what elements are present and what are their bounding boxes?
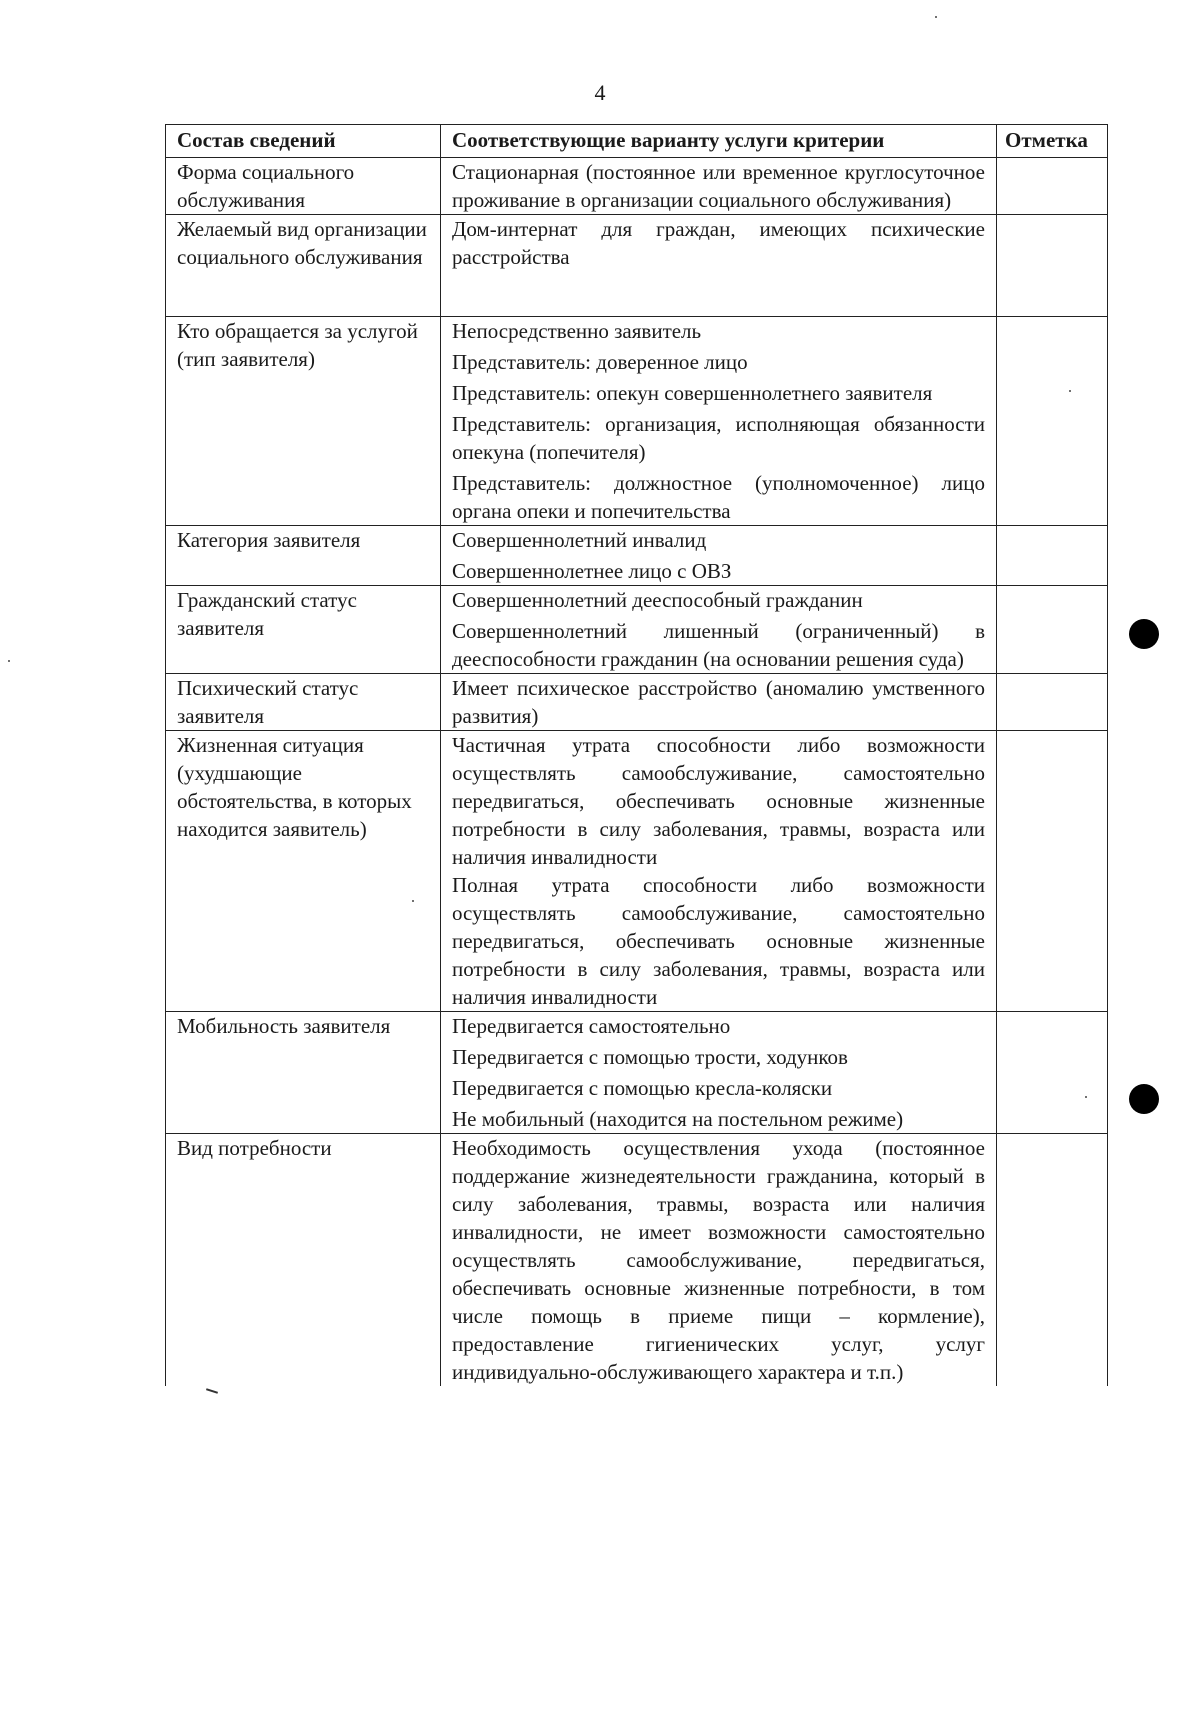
scan-speck [8, 660, 10, 662]
table-row [166, 317, 1108, 526]
table-row [166, 1134, 1108, 1387]
criterion-option: Дом-интернат для граждан, имеющих психические расстройства [452, 217, 985, 269]
row-criteria [441, 317, 997, 526]
criterion-option: Представитель: доверенное лицо [452, 350, 748, 374]
row-label: Категория заявителя [166, 526, 441, 586]
criterion-option: Передвигается с помощью кресла-коляски [452, 1076, 833, 1100]
table-row [166, 731, 1108, 1012]
punch-hole-upper [1129, 619, 1159, 649]
scan-speck [1085, 1096, 1087, 1098]
mark-cell[interactable] [997, 586, 1108, 674]
criterion-option: Передвигается с помощью трости, ходунков [452, 1045, 848, 1069]
criterion-option: Представитель: должностное (уполномоченное) лицо органа опеки и попечительства [452, 471, 985, 523]
criteria-table [165, 124, 1108, 1386]
mark-cell[interactable] [997, 1012, 1108, 1134]
punch-hole-lower [1129, 1084, 1159, 1114]
criterion-option: Представитель: опекун совершеннолетнего заявителя [452, 381, 933, 405]
mark-cell[interactable] [997, 317, 1108, 526]
table-row [166, 158, 1108, 215]
row-criteria [441, 731, 997, 1012]
table-row [166, 215, 1108, 317]
row-label: Жизненная ситуация (ухудшающие обстоятельства, в которых находится заявитель) [166, 731, 441, 1012]
criterion-option: Совершеннолетний лишенный (ограниченный) в дееспособности гражданин (на основании решения суда) [452, 619, 985, 671]
criterion-option: Совершеннолетний дееспособный гражданин [452, 588, 863, 612]
row-label: Мобильность заявителя [166, 1012, 441, 1134]
scan-speck [935, 16, 937, 18]
header-info-composition: Состав сведений [166, 125, 441, 158]
row-criteria [441, 526, 997, 586]
row-criteria [441, 1134, 997, 1387]
table-row [166, 586, 1108, 674]
criterion-option: Совершеннолетний инвалид [452, 528, 707, 552]
row-label: Желаемый вид организации социального обслуживания [166, 215, 441, 317]
row-label: Кто обращается за услугой (тип заявителя) [166, 317, 441, 526]
table-row [166, 674, 1108, 731]
mark-cell[interactable] [997, 731, 1108, 1012]
mark-cell[interactable] [997, 674, 1108, 731]
criterion-option: Не мобильный (находится на постельном режиме) [452, 1107, 904, 1131]
criterion-option: Стационарная (постоянное или временное круглосуточное проживание в организации социального обслуживания) [452, 160, 985, 212]
scan-speck [412, 900, 414, 902]
mark-cell[interactable] [997, 215, 1108, 317]
criterion-option: Необходимость осуществления ухода (постоянное поддержание жизнедеятельности гражданина, который в силу заболевания, травмы, возраста или наличия инвалидности, не имеет возможности самостоятельно осуществлять самообслуживание, передвигаться, обеспечивать основные жизненные потребности, в том числе помощь в приеме пищи – кормление), предоставление гигиенических услуг, услуг индивидуально-обслуживающего характера и т.п.) [452, 1136, 985, 1384]
criterion-option: Имеет психическое расстройство (аномалию умственного развития) [452, 676, 985, 728]
criterion-option: Представитель: организация, исполняющая обязанности опекуна (попечителя) [452, 412, 985, 464]
criterion-option: Непосредственно заявитель [452, 319, 702, 343]
scan-mark [206, 1388, 218, 1394]
scan-speck [1069, 390, 1071, 392]
criterion-option: Совершеннолетнее лицо с ОВЗ [452, 559, 732, 583]
row-criteria [441, 586, 997, 674]
row-criteria [441, 674, 997, 731]
header-criteria: Соответствующие варианту услуги критерии [441, 125, 997, 158]
mark-cell[interactable] [997, 526, 1108, 586]
mark-cell[interactable] [997, 1134, 1108, 1387]
row-label: Гражданский статус заявителя [166, 586, 441, 674]
mark-cell[interactable] [997, 158, 1108, 215]
row-criteria [441, 215, 997, 317]
criterion-option: Полная утрата способности либо возможности осуществлять самообслуживание, самостоятельно передвигаться, обеспечивать основные жизненные потребности в силу заболевания, травмы, возраста или наличия инвалидности [452, 873, 985, 1009]
criterion-option: Передвигается самостоятельно [452, 1014, 731, 1038]
row-label: Вид потребности [166, 1134, 441, 1387]
row-label: Психический статус заявителя [166, 674, 441, 731]
table-row [166, 1012, 1108, 1134]
row-label: Форма социального обслуживания [166, 158, 441, 215]
row-criteria [441, 158, 997, 215]
criterion-option: Частичная утрата способности либо возможности осуществлять самообслуживание, самостоятельно передвигаться, обеспечивать основные жизненные потребности в силу заболевания, травмы, возраста или наличия инвалидности [452, 733, 985, 869]
table-header-row [166, 125, 1108, 158]
header-mark: Отметка [997, 125, 1108, 158]
row-criteria [441, 1012, 997, 1134]
table-row [166, 526, 1108, 586]
page-number: 4 [594, 80, 606, 105]
